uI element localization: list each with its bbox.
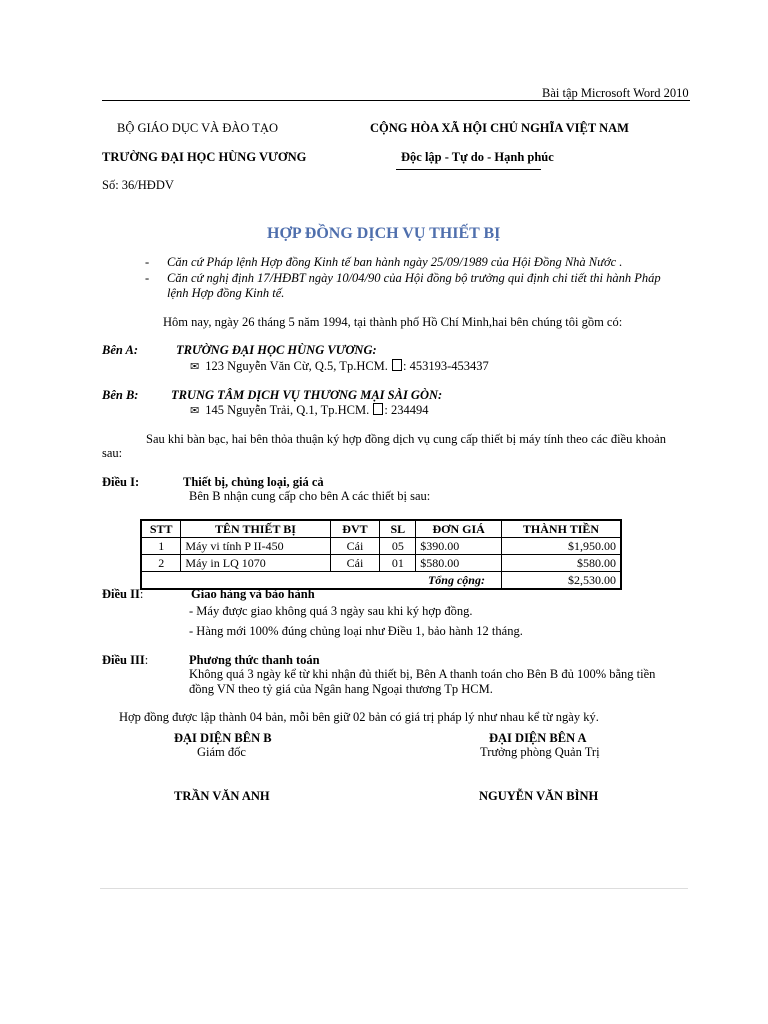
basis-bullet: - <box>145 271 150 285</box>
col-header-amount: THÀNH TIỀN <box>501 520 621 538</box>
basis-line: lệnh Hợp đồng Kinh tế. <box>167 286 285 300</box>
equipment-table <box>140 519 622 590</box>
party-a-name: TRƯỜNG ĐẠI HỌC HÙNG VƯƠNG: <box>176 343 377 357</box>
total-value: $2,530.00 <box>501 572 621 590</box>
cell-qty: 05 <box>380 538 416 555</box>
sign-a-role: Trưởng phòng Quản Trị <box>480 745 600 759</box>
cell-qty: 01 <box>380 555 416 572</box>
article-2-label-wrap <box>102 587 143 602</box>
basis-line: Căn cứ nghị định 17/HĐBT ngày 10/04/90 của Hội đồng bộ trưởng qui định chi tiết thi hành Pháp <box>167 271 661 285</box>
col-header-unit: ĐVT <box>330 520 380 538</box>
sign-a-title: ĐẠI DIỆN BÊN A <box>489 731 587 745</box>
contract-number: Số: 36/HĐDV <box>102 178 174 192</box>
sign-b-title: ĐẠI DIỆN BÊN B <box>174 731 272 745</box>
phone-icon <box>373 403 383 415</box>
article-2-item: - Hàng mới 100% đúng chủng loại như Điều 1, bảo hành 12 tháng. <box>189 624 523 638</box>
table-row <box>141 538 621 555</box>
table-row <box>141 555 621 572</box>
party-b-address: 145 Nguyễn Trải, Q.1, Tp.HCM. <box>205 403 370 417</box>
article-1-text: Bên B nhận cung cấp cho bên A các thiết bị sau: <box>189 489 431 503</box>
article-3-text: Không quá 3 ngày kể từ khi nhận đủ thiết bị, Bên A thanh toán cho Bên B đủ 100% bằng tiền <box>189 667 656 681</box>
ministry-name: BỘ GIÁO DỤC VÀ ĐÀO TẠO <box>117 121 278 135</box>
country-name: CỘNG HÒA XÃ HỘI CHỦ NGHĨA VIỆT NAM <box>370 121 629 135</box>
party-b-name: TRUNG TÂM DỊCH VỤ THƯƠNG MẠI SÀI GÒN: <box>171 388 443 402</box>
article-3-text-cont: đồng VN theo tỷ giá của Ngân hang Ngoại thương Tp HCM. <box>189 682 493 696</box>
basis-line: Căn cứ Pháp lệnh Hợp đồng Kinh tế ban hành ngày 25/09/1989 của Hội Đồng Nhà Nước . <box>167 255 623 269</box>
article-2-item-text: Hàng mới 100% đúng chủng loại như Điều 1, bảo hành 12 tháng. <box>196 624 523 638</box>
col-header-price: ĐƠN GIÁ <box>416 520 502 538</box>
intro-text: Hôm nay, ngày 26 tháng 5 năm 1994, tại thành phố Hồ Chí Minh,hai bên chúng tôi gồm có: <box>163 315 623 329</box>
article-3-label-wrap <box>102 653 148 668</box>
closing-text: Hợp đồng được lập thành 04 bản, mỗi bên giữ 02 bản có giá trị pháp lý như nhau kể từ ngày ký. <box>119 710 599 724</box>
cell-amount: $1,950.00 <box>501 538 621 555</box>
footer-rule <box>100 888 688 889</box>
sign-b-role: Giám đốc <box>197 745 246 759</box>
school-name: TRƯỜNG ĐẠI HỌC HÙNG VƯƠNG <box>102 150 307 164</box>
page-title: HỢP ĐỒNG DỊCH VỤ THIẾT BỊ <box>267 225 501 242</box>
col-header-stt: STT <box>141 520 181 538</box>
agreement-text-cont: sau: <box>102 446 123 460</box>
total-label: Tổng cộng: <box>141 572 501 590</box>
party-a-contact <box>190 359 489 374</box>
article-2-label: Điều II <box>102 587 140 601</box>
cell-stt: 1 <box>141 538 181 555</box>
article-2-item: - Máy được giao không quá 3 ngày sau khi ký hợp đồng. <box>189 604 473 618</box>
cell-unit: Cái <box>330 555 380 572</box>
cell-price: $580.00 <box>416 555 502 572</box>
doc-header-label: Bài tập Microsoft Word 2010 <box>542 86 689 100</box>
article-2-colon: : <box>139 587 144 601</box>
article-3-heading: Phương thức thanh toán <box>189 653 320 667</box>
cell-amount: $580.00 <box>501 555 621 572</box>
party-b-contact <box>190 403 428 418</box>
motto-underline <box>396 169 541 170</box>
article-1-heading: Thiết bị, chủng loại, giá cả <box>183 475 324 489</box>
table-header-row <box>141 520 621 538</box>
article-2-item-text: Máy được giao không quá 3 ngày sau khi ký hợp đồng. <box>196 604 473 618</box>
article-2-heading: Giao hàng và bảo hành <box>191 587 315 601</box>
header-rule <box>102 100 690 101</box>
article-3-colon: : <box>144 653 149 667</box>
col-header-qty: SL <box>380 520 416 538</box>
cell-price: $390.00 <box>416 538 502 555</box>
party-a-label: Bên A: <box>102 343 138 357</box>
cell-unit: Cái <box>330 538 380 555</box>
col-header-name: TÊN THIẾT BỊ <box>181 520 330 538</box>
national-motto: Độc lập - Tự do - Hạnh phúc <box>401 150 554 164</box>
party-a-address: 123 Nguyễn Văn Cừ, Q.5, Tp.HCM. <box>205 359 388 373</box>
phone-icon <box>392 359 402 371</box>
envelope-icon: ✉ <box>190 361 200 373</box>
party-a-phone: : 453193-453437 <box>403 359 489 373</box>
cell-stt: 2 <box>141 555 181 572</box>
basis-bullet: - <box>145 255 150 269</box>
article-3-label: Điều III <box>102 653 145 667</box>
sign-a-name: NGUYỄN VĂN BÌNH <box>479 789 599 803</box>
party-b-phone: : 234494 <box>384 403 429 417</box>
agreement-text: Sau khi bàn bạc, hai bên thỏa thuận ký hợp đồng dịch vụ cung cấp thiết bị máy tính theo các điều khoản <box>146 432 667 446</box>
envelope-icon: ✉ <box>190 405 200 417</box>
article-1-label: Điều I: <box>102 475 140 489</box>
party-b-label: Bên B: <box>102 388 139 402</box>
cell-name: Máy vi tính P II-450 <box>181 538 330 555</box>
sign-b-name: TRẦN VĂN ANH <box>174 789 270 803</box>
cell-name: Máy in LQ 1070 <box>181 555 330 572</box>
